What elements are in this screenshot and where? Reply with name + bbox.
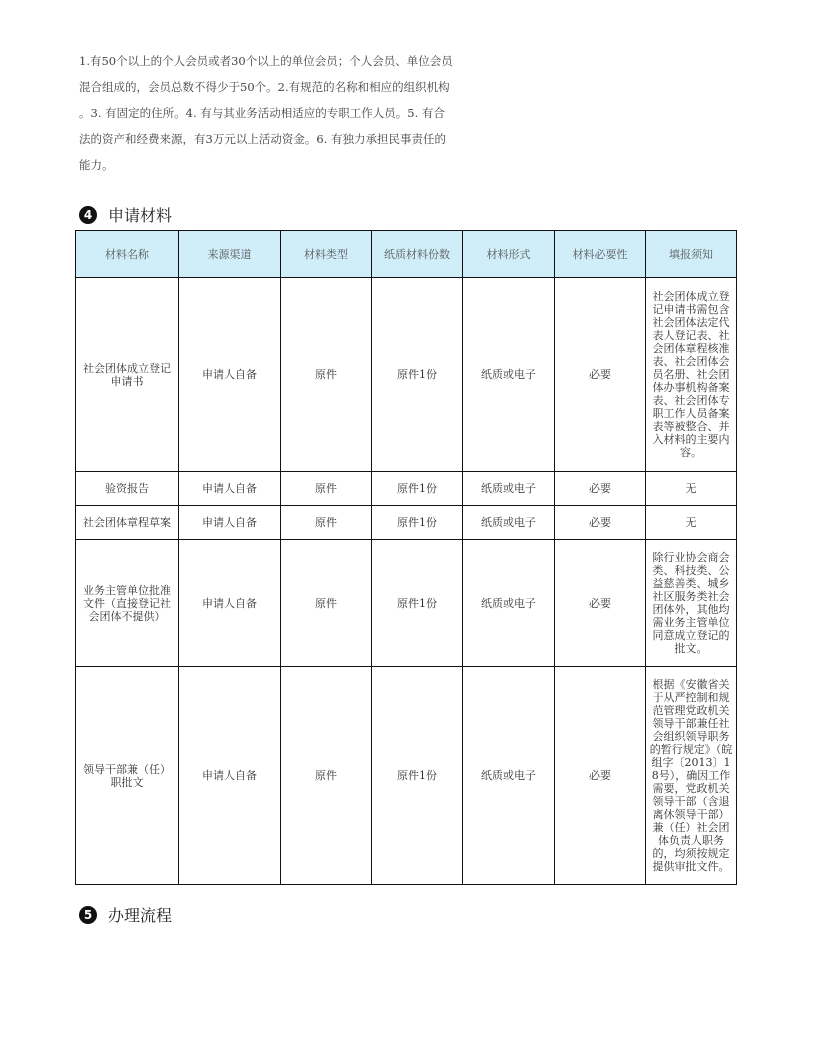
- material-copies: 原件1份: [372, 540, 463, 667]
- column-header: 材料形式: [463, 231, 555, 278]
- material-type: 原件: [281, 540, 372, 667]
- material-source: 申请人自备: [179, 540, 281, 667]
- material-note: 无: [646, 506, 737, 540]
- column-header: 材料类型: [281, 231, 372, 278]
- material-source: 申请人自备: [179, 472, 281, 506]
- material-form: 纸质或电子: [463, 667, 555, 885]
- material-name: 社会团体成立登记申请书: [76, 278, 179, 472]
- material-source: 申请人自备: [179, 667, 281, 885]
- column-header: 材料必要性: [555, 231, 646, 278]
- material-name: 社会团体章程草案: [76, 506, 179, 540]
- table-row: [76, 667, 737, 885]
- section-heading-materials: [79, 203, 172, 226]
- material-name: 业务主管单位批准文件（直接登记社会团体不提供）: [76, 540, 179, 667]
- material-copies: 原件1份: [372, 472, 463, 506]
- intro-line: 1.有50个以上的个人会员或者30个以上的单位会员；个人会员、单位会员: [79, 54, 453, 68]
- material-copies: 原件1份: [372, 667, 463, 885]
- material-type: 原件: [281, 278, 372, 472]
- material-necessity: 必要: [555, 540, 646, 667]
- material-type: 原件: [281, 472, 372, 506]
- materials-table: [75, 230, 737, 885]
- material-type: 原件: [281, 667, 372, 885]
- material-form: 纸质或电子: [463, 506, 555, 540]
- material-necessity: 必要: [555, 506, 646, 540]
- material-name: 验资报告: [76, 472, 179, 506]
- material-form: 纸质或电子: [463, 472, 555, 506]
- material-source: 申请人自备: [179, 506, 281, 540]
- material-copies: 原件1份: [372, 278, 463, 472]
- table-row: [76, 540, 737, 667]
- table-header-row: [76, 231, 737, 278]
- material-name: 领导干部兼（任）职批文: [76, 667, 179, 885]
- intro-line: 。3. 有固定的住所。4. 有与其业务活动相适应的专职工作人员。5. 有合: [79, 106, 445, 120]
- column-header: 材料名称: [76, 231, 179, 278]
- section-title: 办理流程: [108, 906, 173, 925]
- table-row: [76, 506, 737, 540]
- intro-line: 混合组成的，会员总数不得少于50个。2.有规范的名称和相应的组织机构: [79, 80, 450, 94]
- material-form: 纸质或电子: [463, 540, 555, 667]
- section-number-badge: 5: [79, 906, 97, 924]
- material-copies: 原件1份: [372, 506, 463, 540]
- section-number-badge: 4: [79, 206, 97, 224]
- material-note: 除行业协会商会类、科技类、公益慈善类、城乡社区服务类社会团体外，其他均需业务主管单位同意成立登记的批文。: [646, 540, 737, 667]
- material-form: 纸质或电子: [463, 278, 555, 472]
- intro-line: 法的资产和经费来源，有3万元以上活动资金。6. 有独力承担民事责任的: [79, 132, 446, 146]
- intro-line: 能力。: [79, 158, 114, 172]
- material-necessity: 必要: [555, 667, 646, 885]
- material-necessity: 必要: [555, 278, 646, 472]
- column-header: 纸质材料份数: [372, 231, 463, 278]
- material-note: 无: [646, 472, 737, 506]
- table-row: [76, 472, 737, 506]
- material-source: 申请人自备: [179, 278, 281, 472]
- column-header: 填报须知: [646, 231, 737, 278]
- section-heading-process: [79, 903, 172, 926]
- material-note: 社会团体成立登记申请书需包含社会团体法定代表人登记表、社会团体章程核准表、社会团体会员名册、社会团体办事机构备案表、社会团体专职工作人员备案表等被整合、并入材料的主要内容。: [646, 278, 737, 472]
- material-note: 根据《安徽省关于从严控制和规范管理党政机关领导干部兼任社会组织领导职务的暂行规定》（皖组字〔2013〕18号），确因工作需要，党政机关领导干部（含退离休领导干部）兼（任）社会团体负责人职务的，均须按规定提供审批文件。: [646, 667, 737, 885]
- table-row: [76, 278, 737, 472]
- material-type: 原件: [281, 506, 372, 540]
- section-title: 申请材料: [108, 206, 173, 225]
- column-header: 来源渠道: [179, 231, 281, 278]
- material-necessity: 必要: [555, 472, 646, 506]
- eligibility-conditions: [79, 48, 479, 178]
